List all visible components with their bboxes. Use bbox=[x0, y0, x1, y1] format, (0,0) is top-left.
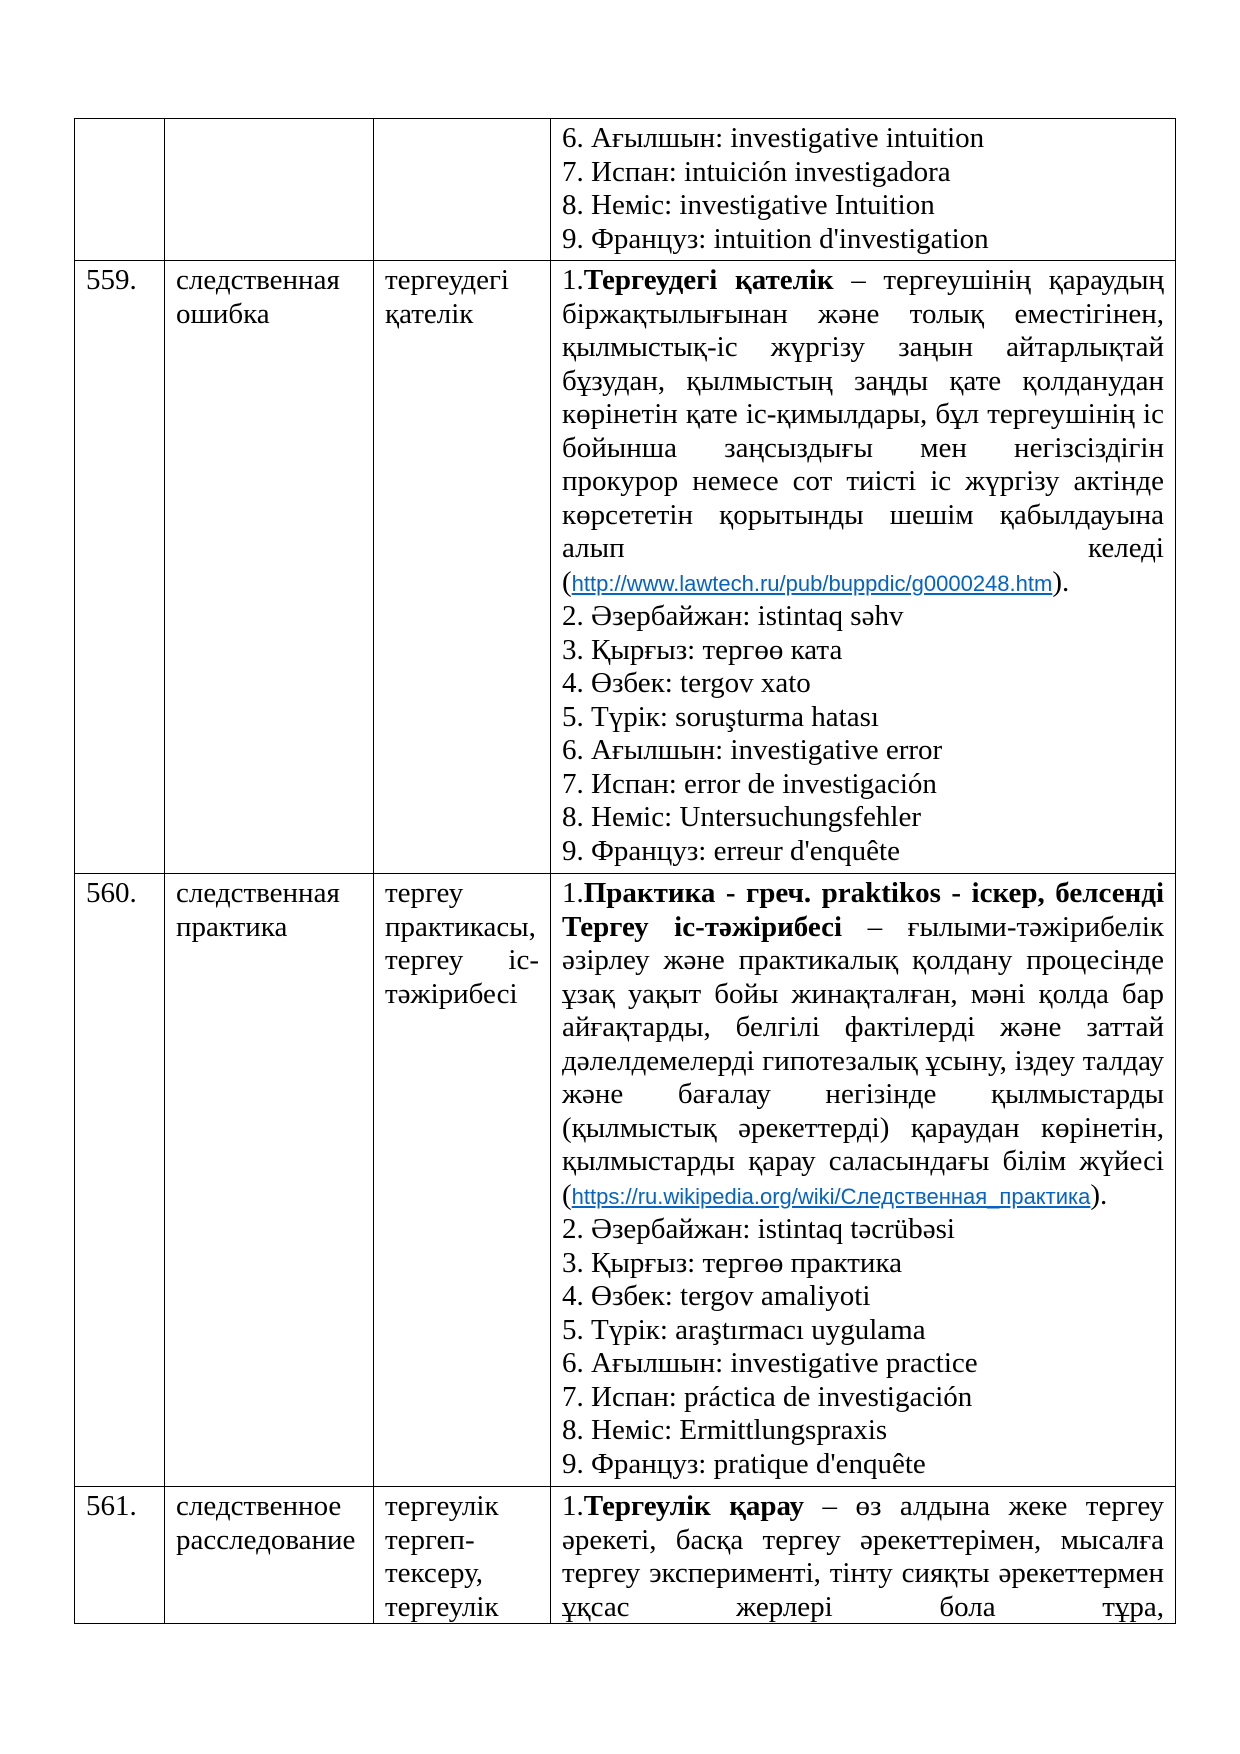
translation-line: 8. Неміс: Ermittlungspraxis bbox=[562, 1414, 888, 1446]
reference bbox=[562, 566, 1069, 598]
translation-line: 8. Неміс: Untersuchungsfehler bbox=[562, 801, 921, 833]
glossary-table bbox=[74, 118, 1176, 1624]
definition-text bbox=[562, 264, 1164, 600]
reference-close: ). bbox=[1052, 565, 1070, 598]
translation-line: 9. Француз: erreur d'enquête bbox=[562, 834, 900, 867]
entry-number-cell bbox=[75, 261, 165, 874]
definition-term: Тергеулік қарау bbox=[583, 1490, 805, 1522]
reference-link[interactable]: https://ru.wikipedia.org/wiki/Следственная_практика bbox=[571, 1183, 1091, 1209]
definition-body: – тергеушінің қараудың біржақтылығынан және толық еместігінен, қылмыстық-іс жүргізу заңын айтарлықтай бұзудан, қылмыстың заңды қате қолданудан көрінетін қате іс-қимылдары, бұл тергеушінің іс бойынша заңсыздығы мен негізсіздігін прокурор немесе сот тиісті іс жүргізу актінде көрсететін қорытынды шешім қабылдауына алып келеді bbox=[562, 264, 1164, 564]
definition-prefix: 1. bbox=[562, 264, 584, 296]
definition-term: Тергеудегі қателік bbox=[583, 264, 834, 296]
translation-line: 6. Ағылшын: investigative error bbox=[562, 734, 943, 766]
term-kazakh-cell bbox=[374, 119, 551, 261]
table-row bbox=[75, 874, 1176, 1487]
translation-line: 7. Испан: práctica de investigación bbox=[562, 1380, 973, 1413]
term-russian-cell bbox=[165, 874, 374, 1487]
definition-body: – ғылыми-тәжірибелік әзірлеу және практикалық қолдану процесінде ұзақ уақыт бойы жинақталған, мәні қолда бар айғақтарды, белгілі фактілерді және заттай дәлелдемелерді гипотезалық ұсыну, іздеу талдау және бағалау негізінде қылмыстарды (қылмыстық әрекеттерді) қараудан көрінетін, қылмыстарды қарау саласындағы білім жүйесі bbox=[562, 910, 1164, 1177]
definition-prefix: 1. bbox=[562, 1490, 584, 1522]
definition-body: – өз алдына жеке тергеу әрекеті, басқа тергеу әрекеттерімен, мысалға тергеу эксперименті, тінту сияқты әрекеттермен ұқсас жерлері бола тұра, bbox=[562, 1490, 1164, 1623]
definition-text bbox=[562, 877, 1164, 1213]
term-russian-cell bbox=[165, 1487, 374, 1624]
term-russian-cell bbox=[165, 119, 374, 261]
term-russian: следственная практика bbox=[176, 877, 340, 943]
entry-number-cell bbox=[75, 1487, 165, 1624]
definition-term: Практика - греч. praktikos - іскер, белсенді Тергеу іс-тәжірибесі bbox=[562, 877, 1164, 943]
entry-number: 560. bbox=[86, 877, 137, 909]
entry-number: 559. bbox=[86, 264, 137, 296]
translation-line: 5. Түрік: araştırmacı uygulama bbox=[562, 1313, 926, 1346]
term-kazakh-cell bbox=[374, 261, 551, 874]
reference-link[interactable]: http://www.lawtech.ru/pub/buppdic/g0000248.htm bbox=[571, 570, 1053, 596]
translation-line: 7. Испан: intuición investigadora bbox=[562, 155, 951, 188]
translation-line: 4. Өзбек: tergov amaliyoti bbox=[562, 1280, 871, 1312]
translation-line: 3. Қырғыз: тергөө ката bbox=[562, 633, 843, 666]
translation-line: 7. Испан: error de investigación bbox=[562, 767, 937, 800]
table-row bbox=[75, 119, 1176, 261]
translation-line: 6. Ағылшын: investigative practice bbox=[562, 1347, 978, 1379]
translation-line: 8. Неміс: investigative Intuition bbox=[562, 189, 935, 221]
translation-line: 5. Түрік: soruşturma hatası bbox=[562, 700, 879, 733]
translation-line: 6. Ағылшын: investigative intuition bbox=[562, 122, 985, 154]
term-kazakh: тергеулік тергеп-тексеру, тергеулік bbox=[385, 1490, 499, 1623]
term-russian-cell bbox=[165, 261, 374, 874]
reference-open: ( bbox=[562, 1178, 572, 1211]
definition-cell bbox=[551, 1487, 1176, 1624]
reference bbox=[562, 1179, 1107, 1211]
translation-line: 3. Қырғыз: тергөө практика bbox=[562, 1246, 902, 1279]
definition-text bbox=[562, 1490, 1164, 1623]
term-russian: следственная ошибка bbox=[176, 264, 340, 330]
translation-line: 2. Әзербайжан: istintaq səhv bbox=[562, 600, 904, 632]
translation-line: 2. Әзербайжан: istintaq təcrübəsi bbox=[562, 1213, 955, 1245]
term-kazakh-cell bbox=[374, 874, 551, 1487]
translation-line: 9. Француз: intuition d'investigation bbox=[562, 222, 989, 255]
definition-cell bbox=[551, 261, 1176, 874]
translation-line: 4. Өзбек: tergov xato bbox=[562, 667, 811, 699]
entry-number-cell bbox=[75, 119, 165, 261]
reference-open: ( bbox=[562, 565, 572, 598]
reference-close: ). bbox=[1090, 1178, 1108, 1211]
definition-cell bbox=[551, 874, 1176, 1487]
entry-number: 561. bbox=[86, 1490, 137, 1522]
entry-number-cell bbox=[75, 874, 165, 1487]
translation-line: 9. Француз: pratique d'enquête bbox=[562, 1447, 926, 1480]
definition-cell bbox=[551, 119, 1176, 261]
term-kazakh-cell bbox=[374, 1487, 551, 1624]
term-kazakh: тергеудегі қателік bbox=[385, 264, 509, 330]
table-row bbox=[75, 261, 1176, 874]
term-russian: следственное расследование bbox=[176, 1490, 356, 1556]
table-row bbox=[75, 1487, 1176, 1624]
term-kazakh: тергеу практикасы, тергеу іс-тәжірибесі bbox=[385, 877, 539, 1010]
definition-prefix: 1. bbox=[562, 877, 584, 909]
